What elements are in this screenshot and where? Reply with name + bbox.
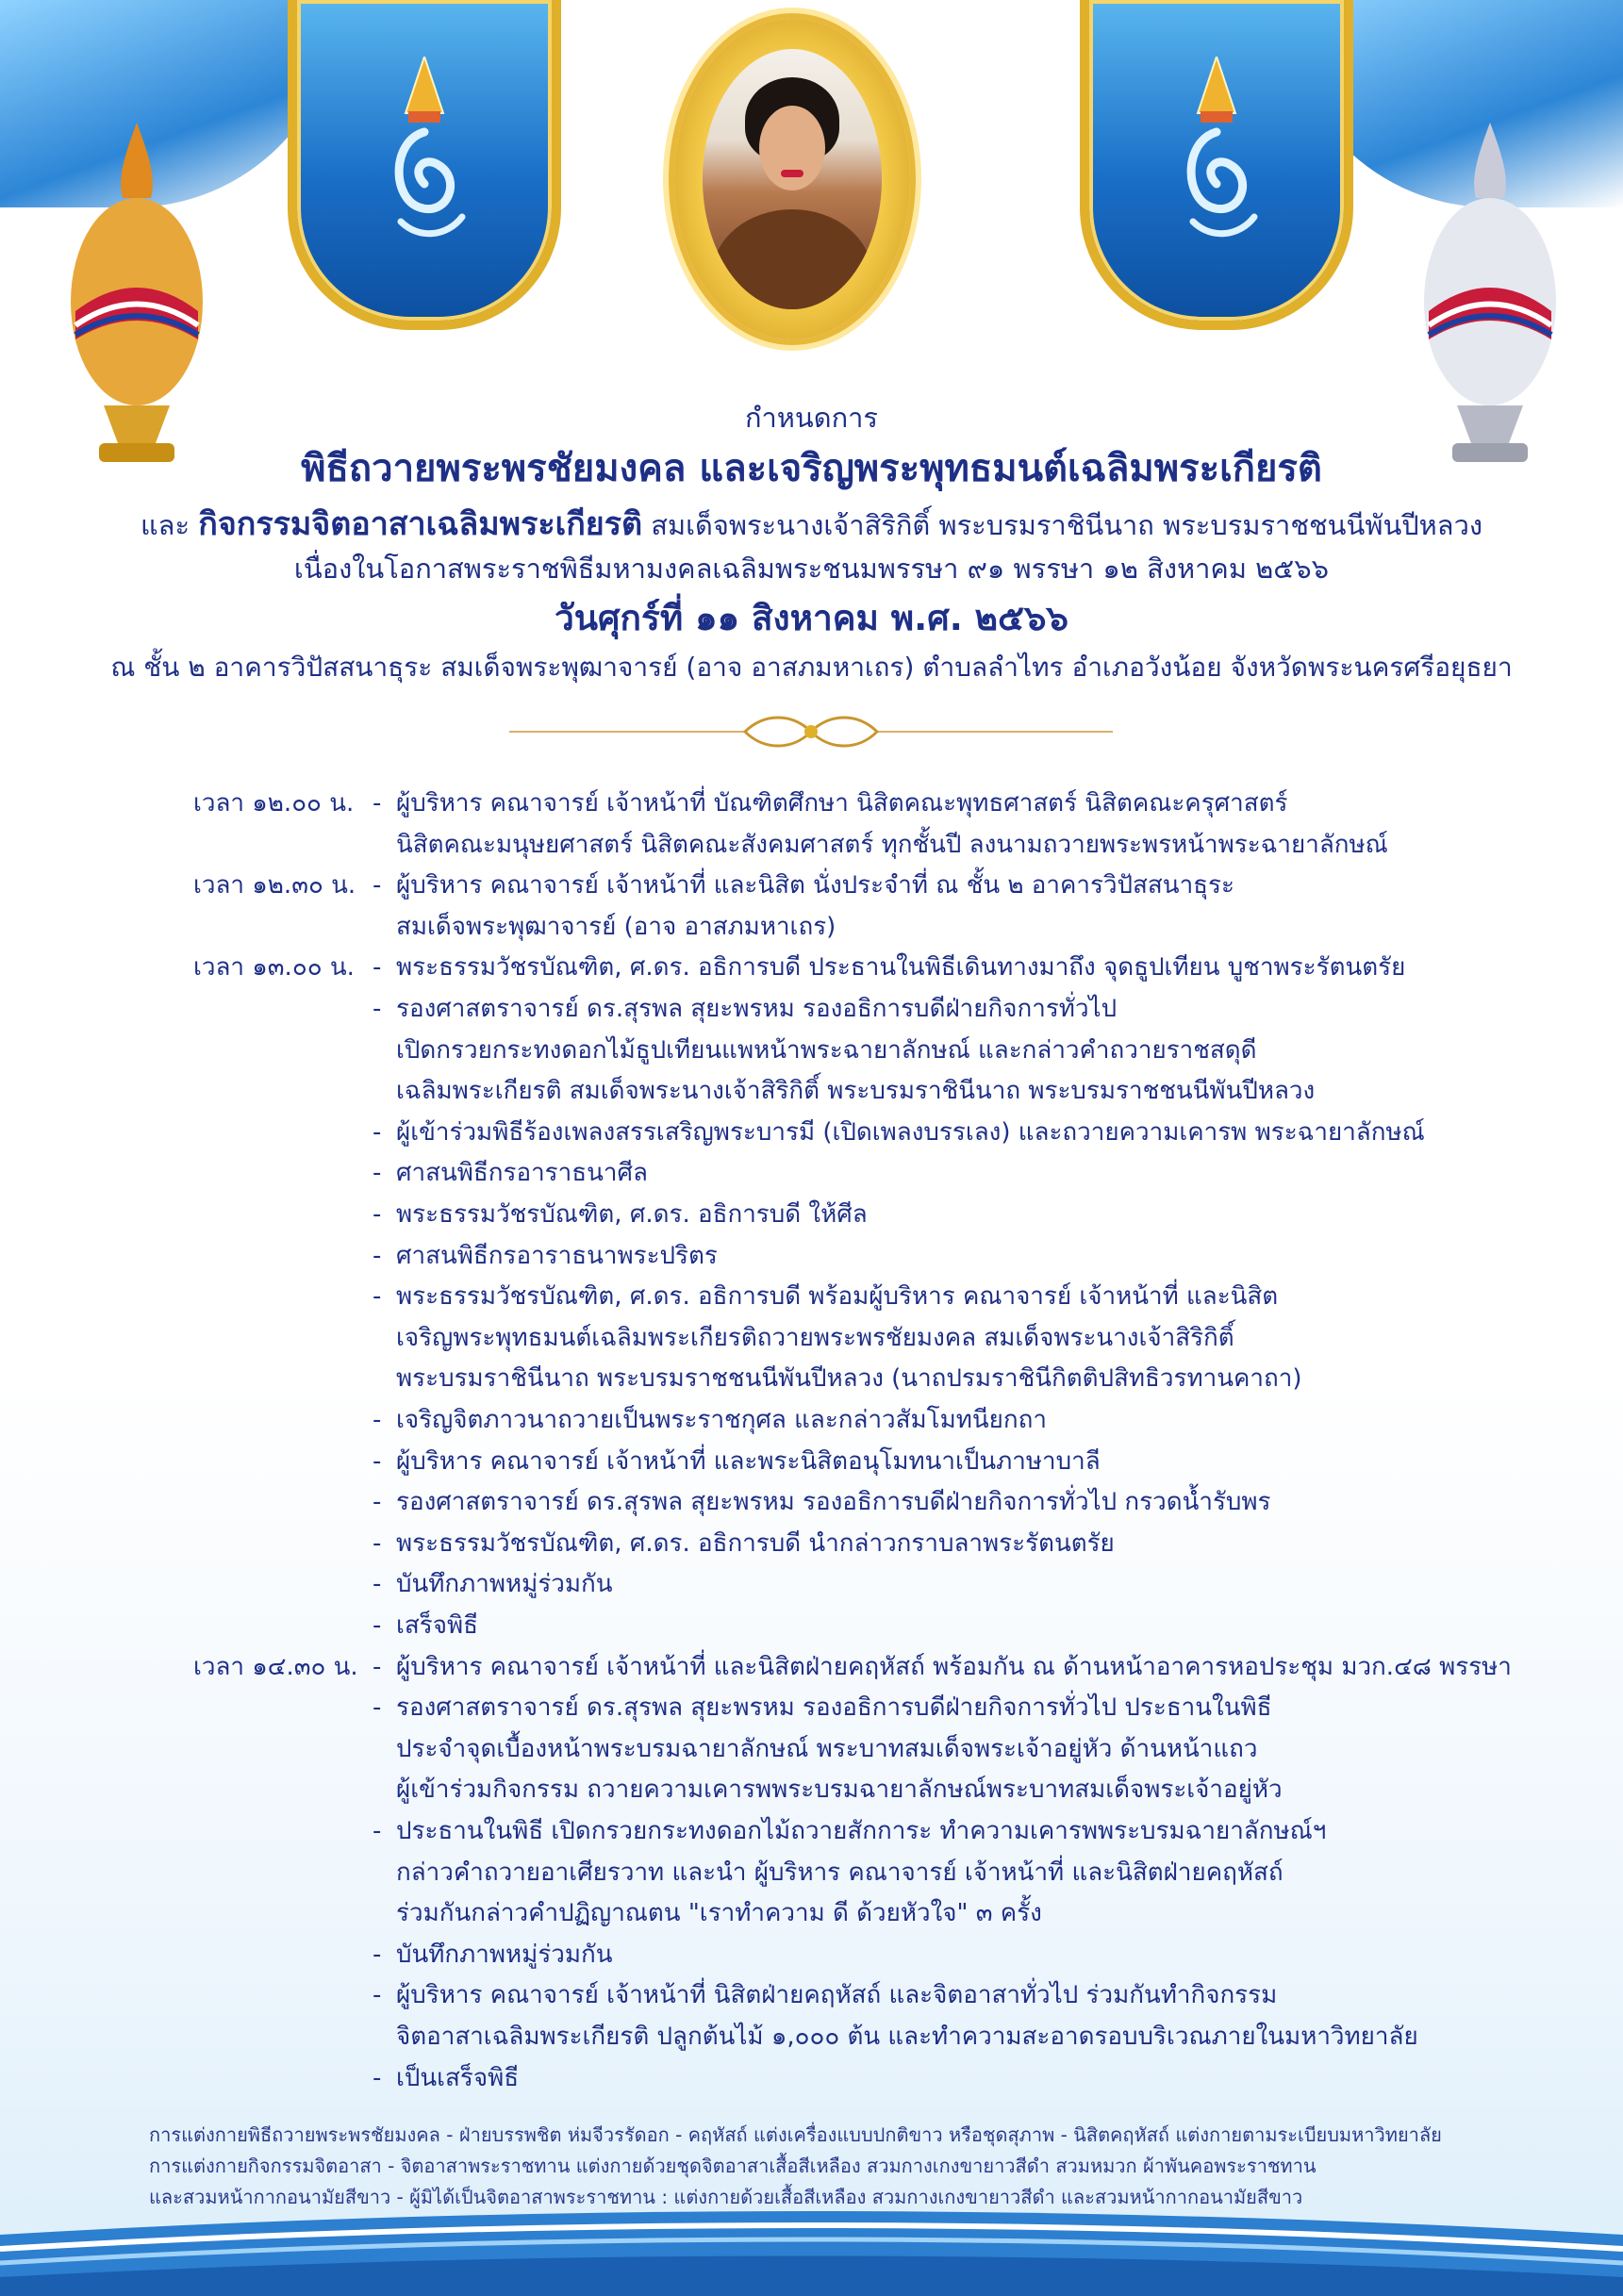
schedule-bullet: -: [373, 1242, 382, 1270]
schedule-item-text: เฉลิมพระเกียรติ สมเด็จพระนางเจ้าสิริกิติ์ พระบรมราชินีนาถ พระบรมราชชนนีพันปีหลวง: [396, 1077, 1316, 1105]
schedule-item-text: ผู้บริหาร คณาจารย์ เจ้าหน้าที่ นิสิตฝ่ายคฤหัสถ์ และจิตอาสาทั่วไป ร่วมกันทำกิจกรรม: [396, 1981, 1278, 2009]
portrait-frame: [674, 19, 910, 339]
schedule-item-text: บันทึกภาพหมู่ร่วมกัน: [396, 1941, 613, 1969]
schedule-time: เวลา ๑๒.๓๐ น.: [193, 871, 356, 900]
royal-emblem-icon: [373, 57, 476, 245]
occasion-line: เนื่องในโอกาสพระราชพิธีมหามงคลเฉลิมพระชนมพรรษา ๙๑ พรรษา ๑๒ สิงหาคม ๒๕๖๖: [293, 553, 1330, 585]
schedule-item-text: เจริญจิตภาวนาถวายเป็นพระราชกุศล และกล่าวสัมโมทนียกถา: [396, 1406, 1048, 1434]
royal-emblem-icon: [1165, 57, 1268, 245]
schedule-item-text: ประธานในพิธี เปิดกรวยกระทงดอกไม้ถวายสักการะ ทำความเคารพพระบรมฉายาลักษณ์ฯ: [396, 1817, 1327, 1845]
schedule-time: เวลา ๑๓.๐๐ น.: [193, 953, 355, 982]
schedule-bullet: -: [373, 1981, 382, 2009]
schedule-item-text: พระธรรมวัชรบัณฑิต, ศ.ดร. อธิการบดี นำกล่าวกราบลาพระรัตนตรัย: [396, 1529, 1115, 1558]
event-date: วันศุกร์ที่ ๑๑ สิงหาคม พ.ศ. ๒๕๖๖: [554, 598, 1069, 638]
schedule-bullet: -: [373, 953, 382, 982]
schedule-item-text: พระธรรมวัชรบัณฑิต, ศ.ดร. อธิการบดี พร้อมผู้บริหาร คณาจารย์ เจ้าหน้าที่ และนิสิต: [396, 1282, 1279, 1311]
subtitle-prefix: และ: [140, 509, 190, 541]
footer-ribbon: [0, 2197, 1623, 2296]
schedule-time: เวลา ๑๔.๓๐ น.: [193, 1653, 358, 1681]
schedule-item-text: นิสิตคณะมนุษยศาสตร์ นิสิตคณะสังคมศาสตร์ ทุกชั้นปี ลงนามถวายพระพรหน้าพระฉายาลักษณ์: [396, 831, 1388, 859]
schedule-item-text: เสร็จพิธี: [396, 1611, 478, 1640]
schedule-item-text: กล่าวคำถวายอาเศียรวาท และนำ ผู้บริหาร คณาจารย์ เจ้าหน้าที่ และนิสิตฝ่ายคฤหัสถ์: [396, 1858, 1283, 1887]
header-banner: [0, 0, 1623, 415]
dress-code-line: และสวมหน้ากากอนามัยสีขาว - ผู้มิได้เป็นจิตอาสาพระราชทาน : แต่งกายด้วยเสื้อสีเหลือง สวมกางเกงขายาวสีดำ และสวมหน้ากากอนามัยสีขาว: [149, 2186, 1303, 2208]
schedule-item-text: เป็นเสร็จพิธี: [396, 2064, 520, 2092]
schedule-item-text: ประจำจุดเบื้องหน้าพระบรมฉายาลักษณ์ พระบาทสมเด็จพระเจ้าอยู่หัว ด้านหน้าแถว: [396, 1735, 1258, 1763]
event-venue: ณ ชั้น ๒ อาคารวิปัสสนาธุระ สมเด็จพระพุฒาจารย์ (อาจ อาสภมหาเถร) ตำบลลำไทร อำเภอวังน้อย จังหวัดพระนครศรีอยุธยา: [110, 652, 1513, 683]
dress-code-line: การแต่งกายพิธีถวายพระพรชัยมงคล - ฝ่ายบรรพชิต ห่มจีวรรัดอก - คฤหัสถ์ แต่งเครื่องแบบปกติขาว หรือชุดสุภาพ - นิสิตคฤหัสถ์ แต่งกายตามระเบียบมหาวิทยาลัย: [149, 2123, 1442, 2146]
schedule-item-text: รองศาสตราจารย์ ดร.สุรพล สุยะพรหม รองอธิการบดีฝ่ายกิจการทั่วไป: [396, 995, 1118, 1023]
schedule-kicker: กำหนดการ: [744, 402, 879, 434]
schedule-bullet: -: [373, 1693, 382, 1722]
schedule-item-text: ผู้บริหาร คณาจารย์ เจ้าหน้าที่ และพระนิสิตอนุโมทนาเป็นภาษาบาลี: [396, 1447, 1101, 1476]
schedule-time: เวลา ๑๒.๐๐ น.: [193, 789, 355, 818]
schedule-item-text: ผู้เข้าร่วมพิธีร้องเพลงสรรเสริญพระบารมี (เปิดเพลงบรรเลง) และถวายความเคารพ พระฉายาลักษณ์: [396, 1118, 1425, 1147]
schedule-item-text: ร่วมกันกล่าวคำปฏิญาณตน "เราทำความ ดี ด้วยหัวใจ" ๓ ครั้ง: [396, 1899, 1042, 1927]
schedule-bullet: -: [373, 1570, 382, 1598]
right-royal-drape: [1080, 0, 1353, 330]
schedule-bullet: -: [373, 1941, 382, 1969]
schedule-bullet: -: [373, 1447, 382, 1476]
schedule-bullet: -: [373, 1118, 382, 1147]
schedule-bullet: -: [373, 1529, 382, 1558]
subtitle-activity: กิจกรรมจิตอาสาเฉลิมพระเกียรติ: [198, 505, 643, 543]
subtitle-honoree: สมเด็จพระนางเจ้าสิริกิติ์ พระบรมราชินีนาถ พระบรมราชชนนีพันปีหลวง: [651, 509, 1483, 541]
schedule-item-text: เจริญพระพุทธมนต์เฉลิมพระเกียรติถวายพระพรชัยมงคล สมเด็จพระนางเจ้าสิริกิติ์: [396, 1324, 1234, 1352]
schedule-item-text: เปิดกรวยกระทงดอกไม้ธูปเทียนแพหน้าพระฉายาลักษณ์ และกล่าวคำถวายราชสดุดี: [396, 1036, 1257, 1065]
schedule-bullet: -: [373, 1488, 382, 1516]
schedule-item-text: พระธรรมวัชรบัณฑิต, ศ.ดร. อธิการบดี ให้ศีล: [396, 1200, 868, 1229]
schedule-item-text: จิตอาสาเฉลิมพระเกียรติ ปลูกต้นไม้ ๑,๐๐๐ ต้น และทำความสะอาดรอบบริเวณภายในมหาวิทยาลัย: [396, 2023, 1418, 2051]
ceremony-subtitle: [0, 498, 1623, 549]
schedule-bullet: -: [373, 1611, 382, 1640]
ceremony-title: พิธีถวายพระพรชัยมงคล และเจริญพระพุทธมนต์เฉลิมพระเกียรติ: [301, 447, 1322, 490]
schedule-bullet: -: [373, 995, 382, 1023]
royal-portrait: [703, 49, 882, 309]
schedule-item-text: ผู้เข้าร่วมกิจกรรม ถวายความเคารพพระบรมฉายาลักษณ์พระบาทสมเด็จพระเจ้าอยู่หัว: [396, 1776, 1283, 1804]
schedule-bullet: -: [373, 1406, 382, 1434]
schedule-item-text: ผู้บริหาร คณาจารย์ เจ้าหน้าที่ และนิสิตฝ่ายคฤหัสถ์ พร้อมกัน ณ ด้านหน้าอาคารหอประชุม มวก.๔๘ พรรษา: [396, 1653, 1512, 1681]
schedule-bullet: -: [373, 1159, 382, 1187]
schedule-bullet: -: [373, 1817, 382, 1845]
left-royal-drape: [288, 0, 561, 330]
schedule-item-text: สมเด็จพระพุฒาจารย์ (อาจ อาสภมหาเถร): [396, 913, 836, 941]
schedule-item-text: รองศาสตราจารย์ ดร.สุรพล สุยะพรหม รองอธิการบดีฝ่ายกิจการทั่วไป ประธานในพิธี: [396, 1693, 1272, 1722]
schedule-bullet: -: [373, 871, 382, 900]
schedule-bullet: -: [373, 789, 382, 818]
schedule-item-text: ศาสนพิธีกรอาราธนาศีล: [396, 1159, 648, 1187]
schedule-bullet: -: [373, 2064, 382, 2092]
schedule-item-text: พระบรมราชินีนาถ พระบรมราชชนนีพันปีหลวง (นาถปรมราชินีกิตติปสิทธิวรทานคาถา): [396, 1364, 1302, 1393]
schedule-bullet: -: [373, 1653, 382, 1681]
dress-code-line: การแต่งกายกิจกรรมจิตอาสา - จิตอาสาพระราชทาน แต่งกายด้วยชุดจิตอาสาเสื้อสีเหลือง สวมกางเกงขายาวสีดำ สวมหมวก ผ้าพันคอพระราชทาน: [149, 2155, 1317, 2177]
ornamental-divider: [509, 707, 1113, 756]
schedule-item-text: ผู้บริหาร คณาจารย์ เจ้าหน้าที่ บัณฑิตศึกษา นิสิตคณะพุทธศาสตร์ นิสิตคณะครุศาสตร์: [396, 789, 1288, 818]
schedule-item-text: ศาสนพิธีกรอาราธนาพระปริตร: [396, 1242, 718, 1270]
schedule-bullet: -: [373, 1200, 382, 1229]
schedule-item-text: พระธรรมวัชรบัณฑิต, ศ.ดร. อธิการบดี ประธานในพิธีเดินทางมาถึง จุดธูปเทียน บูชาพระรัตนตรัย: [396, 953, 1406, 982]
schedule-item-text: รองศาสตราจารย์ ดร.สุรพล สุยะพรหม รองอธิการบดีฝ่ายกิจการทั่วไป กรวดน้ำรับพร: [396, 1488, 1271, 1516]
schedule-bullet: -: [373, 1282, 382, 1311]
schedule-item-text: ผู้บริหาร คณาจารย์ เจ้าหน้าที่ และนิสิต นั่งประจำที่ ณ ชั้น ๒ อาคารวิปัสสนาธุระ: [396, 871, 1234, 900]
schedule-item-text: บันทึกภาพหมู่ร่วมกัน: [396, 1570, 613, 1598]
